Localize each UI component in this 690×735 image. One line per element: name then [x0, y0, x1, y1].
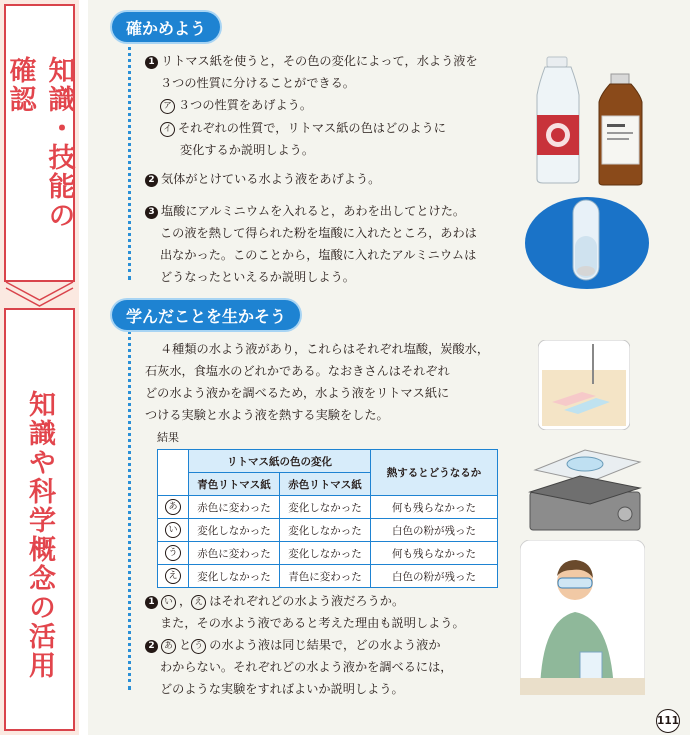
marker-e: え — [191, 595, 206, 610]
table-row — [158, 565, 498, 588]
chevron-down-icon — [4, 280, 75, 310]
test-tube-image — [523, 196, 651, 291]
intro-line2: 石灰水，食塩水のどれかである。なおきさんはそれぞれ — [145, 364, 450, 378]
row-label: う — [165, 545, 181, 561]
question-number-1: 1 — [145, 596, 158, 609]
q2-and: と — [179, 638, 192, 652]
s2-q1-text: はそれぞれどの水よう液だろうか。 — [209, 594, 405, 608]
marker-u: う — [191, 639, 206, 654]
intro-line4: つける実験と水よう液を熱する実験をした。 — [145, 408, 389, 422]
q2-text: 気体がとけている水よう液をあげよう。 — [161, 172, 381, 186]
q1-line2: ３つの性質に分けることができる。 — [160, 76, 355, 90]
cell-red: 変化しなかった — [280, 496, 371, 519]
table-row — [158, 542, 498, 565]
row-label: え — [165, 568, 181, 584]
cell-heat: 白色の粉が残った — [371, 565, 498, 588]
table-row — [158, 519, 498, 542]
marker-a: あ — [161, 639, 176, 654]
intro-line1: ４種類の水よう液があり，これらはそれぞれ塩酸，炭酸水， — [160, 342, 490, 356]
cell-blue: 赤色に変わった — [189, 496, 280, 519]
q3-line4: どうなったといえるか説明しよう。 — [160, 270, 355, 284]
q1-line1 — [145, 50, 478, 72]
cell-blue: 赤色に変わった — [189, 542, 280, 565]
result-label: 結果 — [157, 431, 179, 444]
q1a-text: ３つの性質をあげよう。 — [178, 98, 313, 112]
q1a — [160, 94, 312, 116]
s2-q2-line2: わからない。それぞれどの水よう液かを調べるには， — [160, 660, 453, 674]
table-row — [158, 496, 498, 519]
cell-heat: 何も残らなかった — [371, 542, 498, 565]
cell-red: 青色に変わった — [280, 565, 371, 588]
page-number: 111 — [656, 709, 680, 733]
litmus-paper-image — [538, 340, 630, 430]
section-heading-apply: 学んだことを生かそう — [112, 300, 300, 330]
cell-blue: 変化しなかった — [189, 519, 280, 542]
header-blue-litmus: 青色リトマス紙 — [189, 473, 280, 496]
cell-red: 変化しなかった — [280, 519, 371, 542]
hydrochloric-acid-bottle-image — [593, 72, 648, 187]
q1b-line1 — [160, 117, 446, 139]
q3-line3: 出なかった。このことから，塩酸に入れたアルミニウムは — [160, 248, 477, 262]
sidebar-bottom-label: 知識や科学概念の活用 — [24, 390, 55, 680]
marker-a: ア — [160, 99, 175, 114]
s2-q2-line3: どのような実験をすればよいか説明しよう。 — [160, 682, 404, 696]
header-heat: 熱するとどうなるか — [371, 450, 498, 496]
s2-q1-line1 — [145, 590, 404, 612]
s2-q1-line2: また，その水よう液であると考えた理由も説明しよう。 — [160, 616, 465, 630]
results-table — [157, 449, 498, 588]
table-corner — [158, 450, 189, 496]
question-number-2: 2 — [145, 640, 158, 653]
s2-q2-line1 — [145, 634, 441, 656]
q3-line1 — [145, 200, 465, 222]
q2-line — [145, 168, 380, 190]
header-red-litmus: 赤色リトマス紙 — [280, 473, 371, 496]
student-experiment-image — [520, 540, 645, 695]
question-number-2: 2 — [145, 174, 158, 187]
q1b-text: それぞれの性質で，リトマス紙の色はどのように — [178, 121, 446, 135]
cell-heat: 何も残らなかった — [371, 496, 498, 519]
intro-line3: どの水よう液かを調べるため，水よう液をリトマス紙に — [145, 386, 450, 400]
q3-text-1: 塩酸にアルミニウムを入れると，あわを出してとけた。 — [161, 204, 466, 218]
cell-red: 変化しなかった — [280, 542, 371, 565]
dotted-guide-1 — [128, 40, 131, 280]
q1b-line2: 変化するか説明しよう。 — [180, 143, 315, 157]
dotted-guide-2 — [128, 330, 131, 690]
row-label: い — [165, 522, 181, 538]
section-heading-confirm: 確かめよう — [112, 12, 220, 42]
question-number-1: 1 — [145, 56, 158, 69]
marker-i: い — [161, 595, 176, 610]
s2-q2-text: の水よう液は同じ結果で，どの水よう液か — [209, 638, 441, 652]
gas-stove-evaporating-dish-image — [525, 440, 650, 535]
marker-i: イ — [160, 122, 175, 137]
sidebar-section-apply — [4, 308, 75, 731]
question-number-3: 3 — [145, 206, 158, 219]
cell-heat: 白色の粉が残った — [371, 519, 498, 542]
q3-line2: この液を熱して得られた粉を塩酸に入れたところ，あわは — [160, 226, 477, 240]
sidebar — [0, 0, 79, 735]
header-litmus: リトマス紙の色の変化 — [189, 450, 371, 473]
cell-blue: 変化しなかった — [189, 565, 280, 588]
carbonated-water-bottle-image — [525, 55, 595, 185]
sidebar-top-label: 知識・技能の確認 — [4, 56, 75, 230]
row-label: あ — [165, 499, 181, 515]
sidebar-section-skills — [4, 4, 75, 282]
q1-sep: ， — [179, 594, 192, 608]
q1-text-1: リトマス紙を使うと，その色の変化によって，水よう液を — [161, 54, 478, 68]
